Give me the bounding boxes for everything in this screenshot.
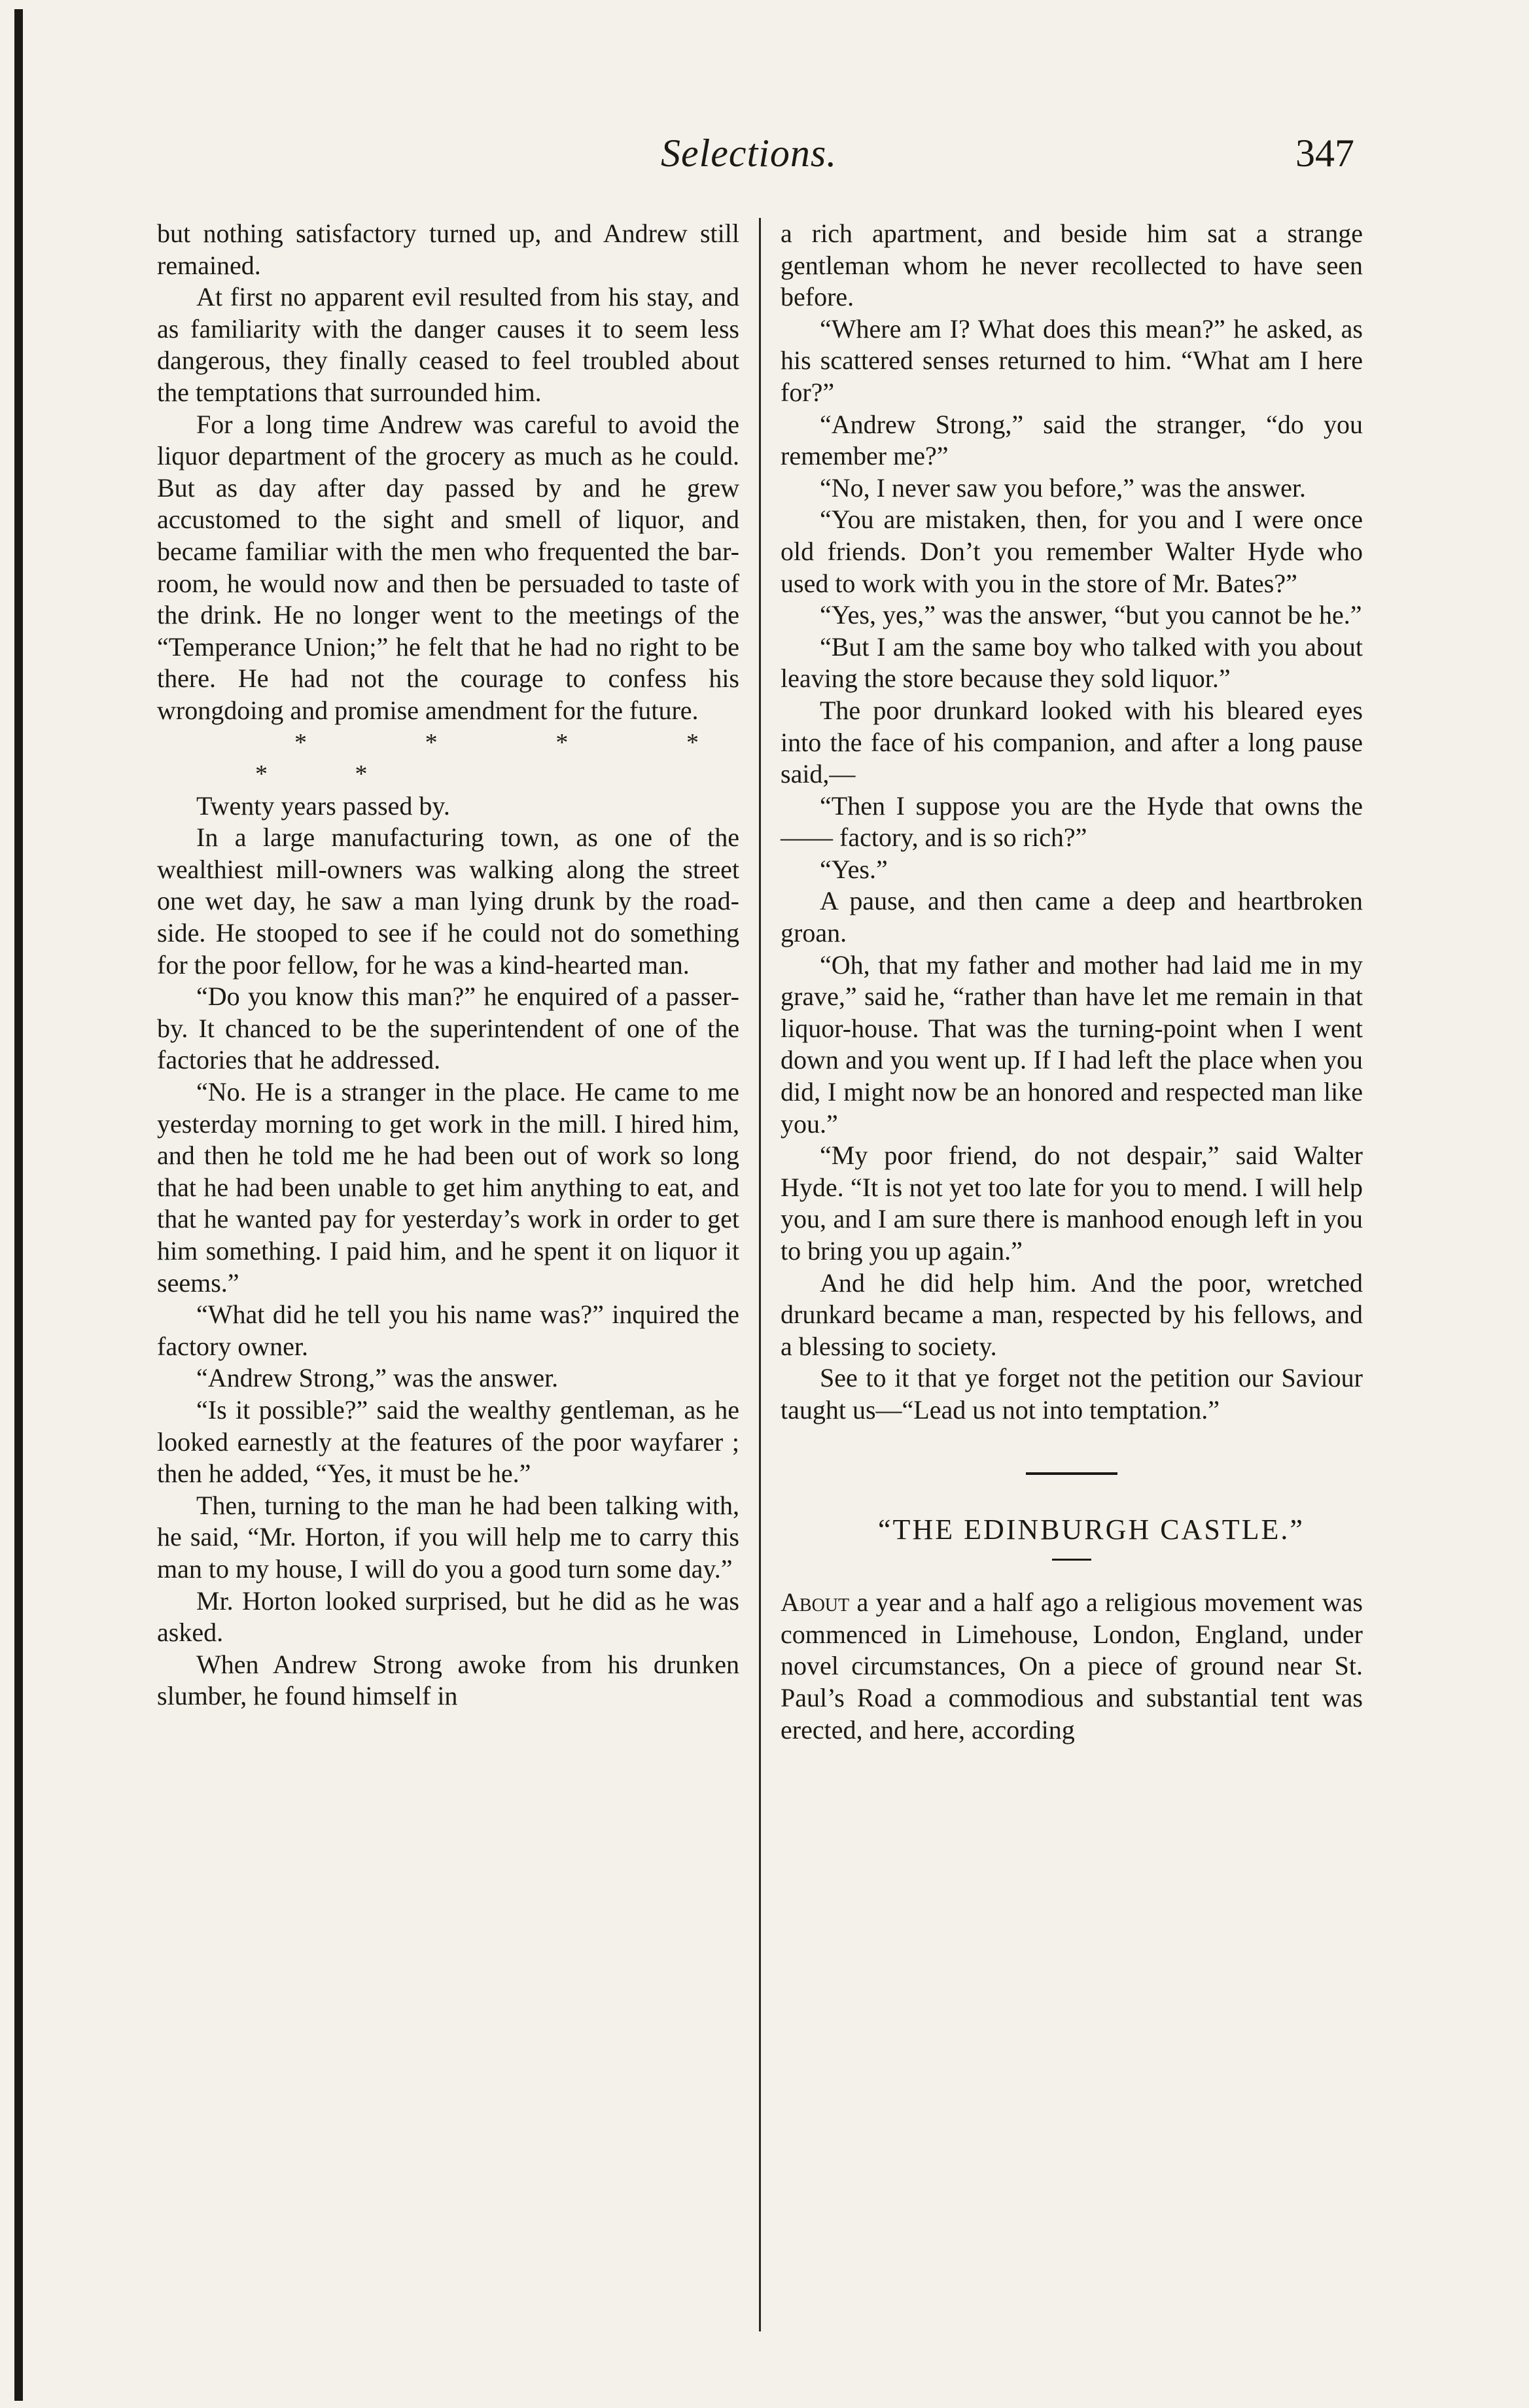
- paragraph: “But I am the same boy who talked with you about leaving the store because they sold liquor.”: [781, 631, 1363, 694]
- paragraph: “Yes, yes,” was the answer, “but you cannot be he.”: [820, 600, 1362, 630]
- paragraph: “Oh, that my father and mother had laid me in my grave,” said he, “rather than have let me remain in that liquor-house. That was the turning-point when I went down and you went up. If I had left the place when you did, I might now be an honored and respected man like you.”: [781, 949, 1363, 1139]
- title-rule: [1052, 1559, 1091, 1561]
- running-head: Selections.: [661, 132, 837, 175]
- paragraph: Twenty years passed by.: [196, 790, 450, 821]
- paragraph: “You are mistaken, then, for you and I were once old friends. Don’t you remember Walter Hyde who used to work with you in the store of Mr. Bates?”: [781, 505, 1363, 598]
- section-rule: [1026, 1472, 1117, 1475]
- paragraph: At first no apparent evil resulted from his stay, and as familiarity with the danger causes it to seem less dangerous, they finally ceased to feel troubled about the temptations that surrounded him.: [157, 282, 739, 407]
- paragraph: a rich apartment, and beside him sat a strange gentleman whom he never recollected to have seen before.: [781, 219, 1363, 312]
- right-column: [781, 218, 1363, 1746]
- article-opening-word: About: [781, 1587, 850, 1618]
- paragraph: “Then I suppose you are the Hyde that owns the —— factory, and is so rich?”: [781, 790, 1363, 853]
- paragraph: “Andrew Strong,” was the answer.: [196, 1363, 559, 1393]
- page-number: 347: [1295, 132, 1354, 175]
- paragraph: “What did he tell you his name was?” inquired the factory owner.: [157, 1300, 739, 1361]
- paragraph: “Where am I? What does this mean?” he asked, as his scattered senses returned to him. “What am I here for?”: [781, 313, 1363, 407]
- section-break-asterisks: * * * * * *: [255, 728, 739, 788]
- article-intro-paragraph: [781, 1587, 1363, 1746]
- paragraph: Then, turning to the man he had been talking with, he said, “Mr. Horton, if you will help me to carry this man to my house, I will do you a good turn some day.”: [157, 1490, 739, 1584]
- article-intro-text: a year and a half ago a religious movement was commenced in Limehouse, London, England, under novel circumstances, On a piece of ground near St. Paul’s Road a commodious and substantial tent was erected, and here, according: [781, 1587, 1363, 1744]
- article-title: “THE EDINBURGH CASTLE.”: [878, 1513, 1305, 1546]
- paragraph: “No. He is a stranger in the place. He came to me yesterday morning to get work in the mill. I hired him, and then he told me he had been out of work so long that he had been unable to get him anything to eat, and that he wanted pay for yesterday’s work in order to get him something. I paid him, and he spent it on liquor it seems.”: [157, 1077, 739, 1298]
- paragraph: In a large manufacturing town, as one of the wealthiest mill-owners was walking along the street one wet day, he saw a man lying drunk by the road-side. He stooped to see if he could not do something for the poor fellow, for he was a kind-hearted man.: [157, 823, 739, 980]
- paragraph: And he did help him. And the poor, wretched drunkard became a man, respected by his fellows, and a blessing to society.: [781, 1267, 1363, 1361]
- paragraph: “Andrew Strong,” said the stranger, “do you remember me?”: [781, 409, 1363, 471]
- paragraph: “Yes.”: [820, 854, 888, 884]
- left-column: [157, 218, 739, 1712]
- paragraph: See to it that ye forget not the petition our Saviour taught us—“Lead us not into temptation.”: [781, 1363, 1363, 1425]
- paragraph: For a long time Andrew was careful to avoid the liquor department of the grocery as much as he could. But as day after day passed by and he grew accustomed to the sight and smell of liquor, and became familiar with the men who frequented the bar-room, he would now and then be persuaded to taste of the drink. He no longer went to the meetings of the “Temperance Union;” he felt that he had no right to be there. He had not the courage to confess his wrongdoing and promise amendment for the future.: [157, 409, 739, 725]
- paragraph: but nothing satisfactory turned up, and Andrew still remained.: [157, 219, 739, 280]
- paragraph: When Andrew Strong awoke from his drunken slumber, he found himself in: [157, 1649, 739, 1711]
- paragraph: Mr. Horton looked surprised, but he did as he was asked.: [157, 1585, 739, 1648]
- paragraph: The poor drunkard looked with his bleared eyes into the face of his companion, and after a long pause said,—: [781, 695, 1363, 789]
- paragraph: “Is it possible?” said the wealthy gentleman, as he looked earnestly at the features of the poor wayfarer ; then he added, “Yes, it must be he.”: [157, 1394, 739, 1489]
- paragraph: “My poor friend, do not despair,” said Walter Hyde. “It is not yet too late for you to mend. I will help you, and I am sure there is manhood enough left in you to bring you up again.”: [781, 1141, 1363, 1266]
- paragraph: “No, I never saw you before,” was the answer.: [820, 472, 1307, 503]
- page-edge-rule: [14, 9, 23, 2401]
- paragraph: A pause, and then came a deep and heartbroken groan.: [781, 886, 1363, 948]
- column-divider: [759, 218, 761, 2331]
- paragraph: “Do you know this man?” he enquired of a passer-by. It chanced to be the superintendent of one of the factories that he addressed.: [157, 982, 739, 1075]
